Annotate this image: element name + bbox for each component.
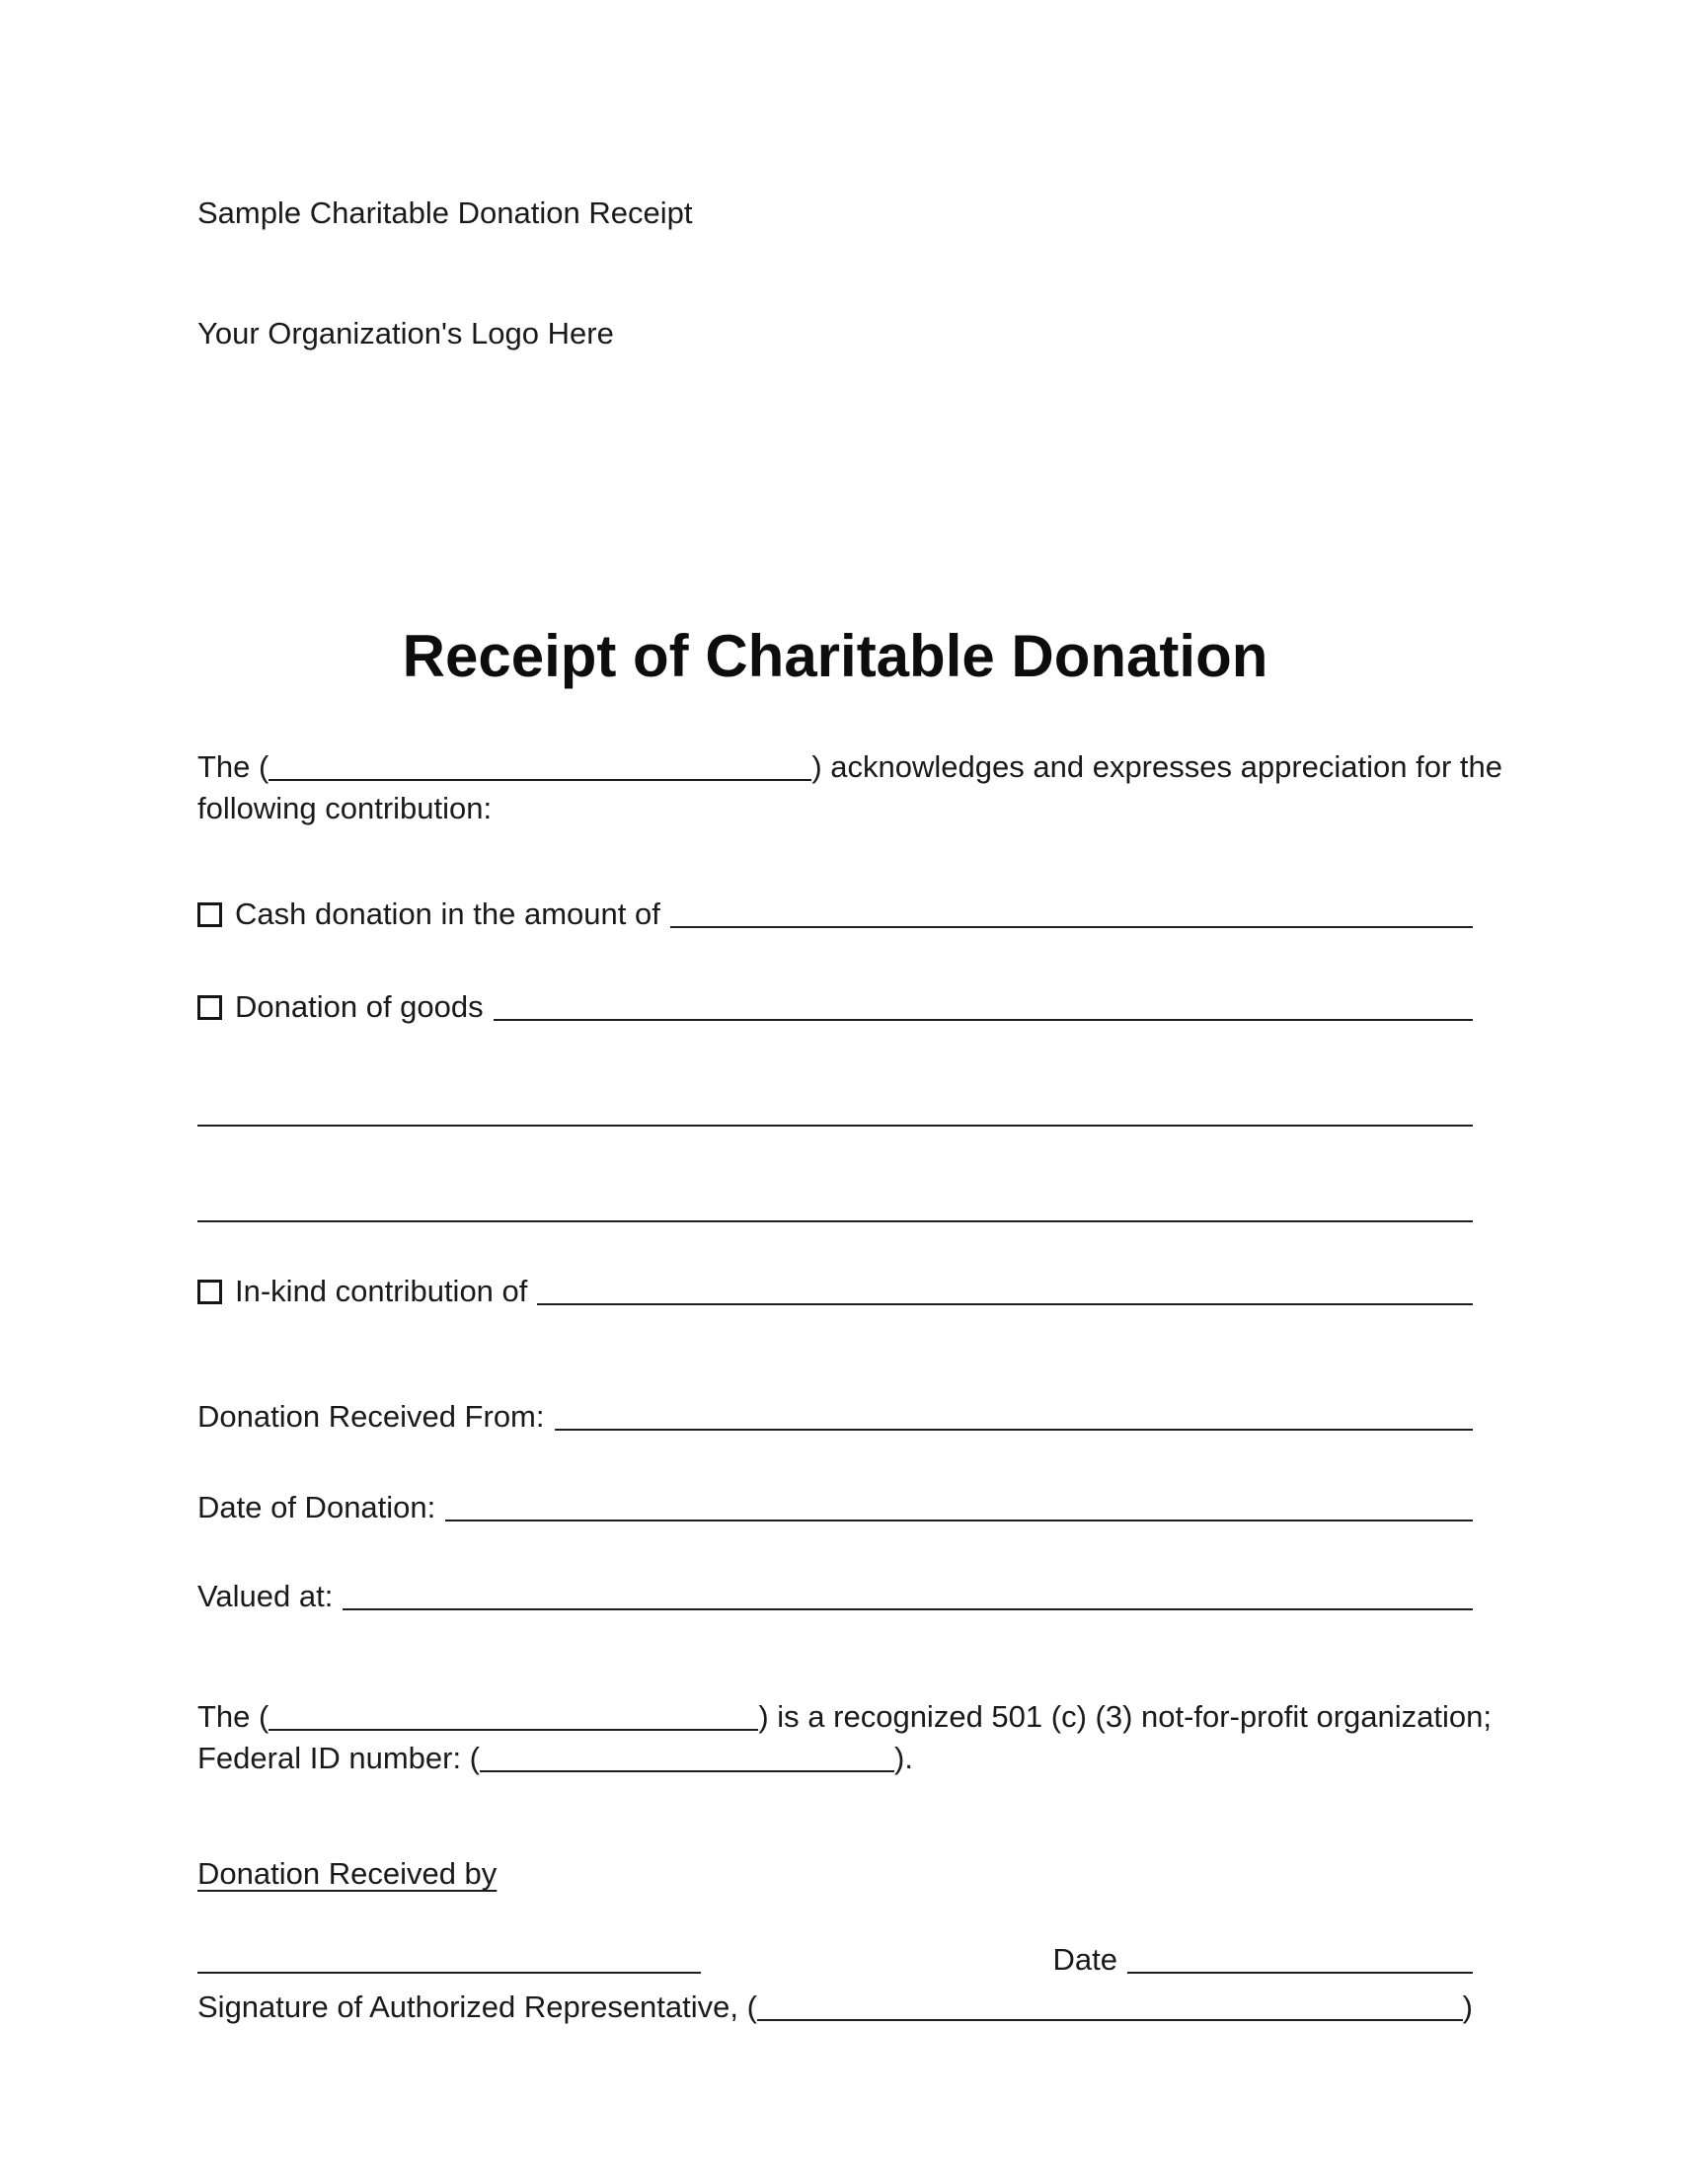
signature-date-row <box>197 1939 1473 1981</box>
signature-blank[interactable] <box>197 1944 701 1974</box>
federal-id-label: Federal ID number: ( <box>197 1741 480 1775</box>
checkbox-row-goods <box>197 986 1473 1028</box>
cash-checkbox-label: Cash donation in the amount of <box>235 897 660 931</box>
donation-received-from-blank[interactable] <box>555 1401 1474 1431</box>
doc-subtitle: Sample Charitable Donation Receipt <box>197 195 693 230</box>
federal-id-suffix: ). <box>894 1741 913 1775</box>
intro-after-blank: ) acknowledges and expresses appreciation for the <box>811 749 1502 784</box>
date-blank[interactable] <box>1127 1944 1473 1974</box>
blank-line-row-1 <box>197 1097 1473 1133</box>
org-name-blank[interactable] <box>269 751 811 781</box>
legal-prefix: The ( <box>197 1699 269 1734</box>
intro-prefix: The ( <box>197 749 269 784</box>
cash-amount-blank[interactable] <box>670 898 1473 928</box>
federal-id-blank[interactable] <box>480 1743 894 1772</box>
legal-statement-line2 <box>197 1738 1473 1779</box>
inkind-checkbox-label: In-kind contribution of <box>235 1274 528 1308</box>
goods-continuation-blank-1[interactable] <box>197 1097 1473 1127</box>
inkind-checkbox[interactable] <box>197 1280 222 1304</box>
cash-checkbox[interactable] <box>197 902 222 927</box>
org-logo-placeholder: Your Organization's Logo Here <box>197 316 614 351</box>
field-date-of-donation <box>197 1487 1473 1528</box>
valued-at-label: Valued at: <box>197 1579 334 1613</box>
intro-paragraph-line1 <box>197 746 1502 788</box>
valued-at-blank[interactable] <box>343 1581 1473 1610</box>
legal-after-blank: ) is a recognized 501 (c) (3) not-for-profit organization; <box>758 1699 1492 1734</box>
blank-line-row-2 <box>197 1193 1473 1229</box>
date-of-donation-label: Date of Donation: <box>197 1490 436 1524</box>
checkbox-row-cash <box>197 894 1473 935</box>
signature-caption-row <box>197 1987 1473 2028</box>
received-by-heading: Donation Received by <box>197 1856 498 1891</box>
field-valued-at <box>197 1576 1473 1617</box>
inkind-description-blank[interactable] <box>537 1276 1473 1305</box>
field-donation-received-from <box>197 1396 1473 1438</box>
legal-statement-line1 <box>197 1696 1492 1738</box>
representative-name-blank[interactable] <box>757 1991 1463 2021</box>
donation-received-from-label: Donation Received From: <box>197 1399 545 1434</box>
legal-org-name-blank[interactable] <box>269 1701 758 1731</box>
signature-caption-suffix: ) <box>1462 1989 1473 2024</box>
date-of-donation-blank[interactable] <box>445 1492 1473 1521</box>
goods-checkbox[interactable] <box>197 995 222 1020</box>
date-label: Date <box>1052 1942 1117 1977</box>
checkbox-row-inkind <box>197 1271 1473 1312</box>
goods-continuation-blank-2[interactable] <box>197 1193 1473 1222</box>
intro-paragraph-line2: following contribution: <box>197 791 493 825</box>
page-title: Receipt of Charitable Donation <box>402 623 1268 689</box>
goods-description-blank[interactable] <box>494 991 1473 1021</box>
signature-caption-prefix: Signature of Authorized Representative, ( <box>197 1989 757 2024</box>
goods-checkbox-label: Donation of goods <box>235 989 484 1024</box>
